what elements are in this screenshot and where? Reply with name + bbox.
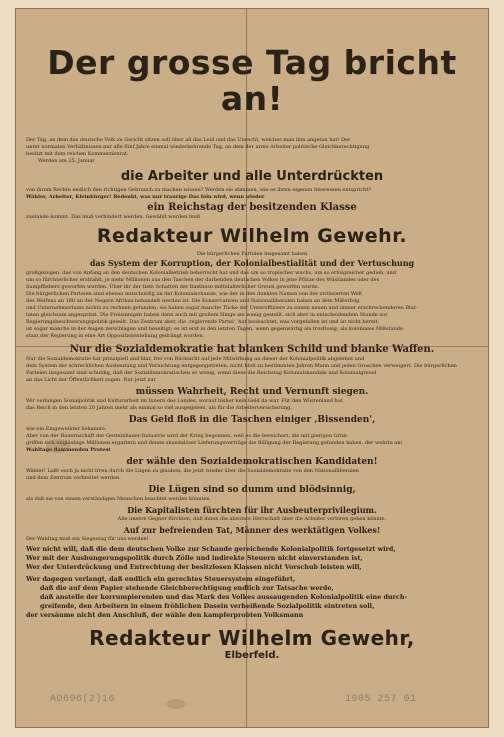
body-line: Parteien insgesamt sind schuldig, daß der Sozialdemokratischen so wenig, wenn diese die Reichstag Kolonialskandale und Kolonialgreuel: [26, 370, 377, 376]
body-line: taten gleichsam angespritzt. Die Freisinnigen haben denn auch mit großem Hinge am wenig gestellt, sich aber in entscheidendem Stunde zur: [26, 312, 388, 318]
archive-number-left: AD696(2)16: [50, 694, 116, 705]
body-line: Sumpffiebers geworfen wurden. Über ihr der tiefe Schatten der Basthose mittelalterlicher Greuel geworfen wurde.: [26, 284, 320, 290]
election-poster: [15, 8, 489, 728]
kapitalisten-sub: Alle unsere Gegner fürchten, daß ihnen die absolute Herrschaft über die Arbeiter verloren gehen könnte.: [117, 516, 387, 522]
body-line: Die bürgerlichen Parteien sind ebenso mitschuldig an der Kolonialschande, wie der in den dunklen Namen von der zivilisierten Welt: [26, 291, 363, 297]
appeal-line: Wer dagegen verlangt, daß endlich ein gerechtes Steuersystem eingeführt,: [26, 575, 296, 583]
body-line: Aber von der Bauernschaft der Gesteinhauer-Industrie wird der Krieg begonnen, weil es die bereichert, die mit gierigen Grün-: [26, 433, 349, 439]
body-line: um so fürchterlicher erstrahlt, je mehr Millionen aus den Taschen der darbenden deutschen Volkes in jene Pfütze des Wüstlandes oder des: [26, 277, 380, 283]
candidate-name: Redakteur Wilhelm Gewehr.: [96, 225, 408, 247]
fold-line-vertical: [246, 9, 247, 727]
archive-number-right: 1905 257 01: [345, 694, 417, 705]
appeal-line: der versäume nicht den Anschluß, der wähle den kampferprobten Volksmann: [26, 611, 304, 619]
body-line: an das Licht der Öffentlichkeit zogen. Nur jetzt zur: [26, 377, 156, 383]
body-line: Wir verlangen Sozialpolitik und Kulturarbeit im Innern des Landes, worauf bisher kein Geld da war. Für den Wüstenland hat: [26, 398, 343, 404]
appeal-line: Wer nicht will, daß die dem deutschen Volke zur Schande gereichende Kolonialpolitik fortgesetzt wird,: [26, 545, 396, 553]
auf-line: Auf zur befreienden Tat, Männer des werktätigen Volkes!: [123, 525, 381, 535]
appeal-line: greifende, den Arbeitern in einem fröhlichen Dasein verheißende Sozialpolitik eintreten soll,: [40, 602, 375, 610]
stain: [46, 439, 70, 453]
appeal-line: daß anstelle der korrumpierenden und das Mark des Volkes aussaugenden Kolonialpolitik eine durch-: [40, 593, 408, 601]
luegen-sub: als daß sie von einem verständigen Menschen beachtet werden könnten.: [26, 496, 212, 502]
body-line: Wähler! Laßt euch ja nicht irren durch die Lügen zu glauben, die jetzt wieder über die Sozialdemokratie von den Nationalliberalen: [26, 468, 359, 474]
appeal-line: daß die auf dem Papier stehende Gleichberechtigung endlich zur Tatsache werde,: [40, 584, 334, 592]
reichstag-sub: zustande kommt. Das muß verhindert werden. Gewählt werden muß: [26, 214, 201, 220]
body-line: und dem Zentrum verbreitet werden.: [26, 475, 121, 481]
system-line: das System der Korruption, der Kolonialbestialität und der Vertuschung: [89, 258, 415, 268]
body-line: wie ein Eingeweihter bekannte.: [26, 426, 107, 432]
section-arbeiter: die Arbeiter und alle Unterdrückten: [120, 169, 384, 184]
body-line: und Unternehmertums nichts zu rechnen gefunden; sie haben sogar manche Tücke der Unteroffiziere zu einem neuen und immer erschreckenderen Blut-: [26, 305, 418, 311]
appeal-line: Wer der Unterdrückung und Entrechtung der besitzlosen Klassen nicht Vorschub leisten will,: [26, 563, 362, 571]
reichstag-line: ein Reichstag der besitzenden Klasse: [147, 202, 357, 213]
kandidaten-line: der wähle den Sozialdemokratischen Kandidaten!: [126, 457, 378, 467]
stain: [166, 699, 186, 709]
wahrheit-line: müssen Wahrheit, Recht und Vernunft siegen.: [135, 387, 369, 397]
city: Elberfeld.: [224, 650, 280, 661]
body-line: das Reich in den letzten 20 Jahren mehr als einmal so viel ausgegeben, als für die Arbeiterversicherung.: [26, 405, 292, 411]
intro-line: unter normalen Verhältnissen nur alle fünf Jahre einmal wiederkehrende Tag, an dem der arme Arbeiter politische Gleichberechtigung: [26, 144, 370, 150]
parteien-intro: Die bürgerlichen Parteien insgesamt haben: [196, 251, 308, 257]
luegen-line: Die Lügen sind so dumm und blödsinnig,: [148, 485, 356, 495]
appeal-line: Wer mit der Ausbungerungspolitik durch Zölle und indirekte Steuern nicht einverstanden ist,: [26, 554, 363, 562]
body-line: des Welfens an 160 an der Negern Afrikas behandelt werden ist. Die Konservativen und Nationalliberalen haben an dem Mißerfolg: [26, 298, 360, 304]
intro-line: Der Tag, an dem das deutsche Volk zu Gericht sitzen soll über all das Leid und das Unrecht, welches man ihm angetan hat! Der: [26, 137, 351, 143]
arbeiter-text: Wähler, Arbeiter, Kleinbürger! Bedenkt, was nur traurige Das fein wird, wenn wieder: [26, 194, 265, 200]
kapitalisten-line: Die Kapitalisten fürchten für ihr Ausbeuterprivilegium.: [127, 505, 377, 515]
body-line: Regierungsbeschwerungspolitik gesellt. Das Zentrum aber, die ‚regierende Partei', hat beobachtet, was vorgefallen ist und ist nicht bereit,: [26, 319, 380, 325]
wahltag-line: Der Wahltag muß ein Siegestag für uns werden!: [26, 536, 149, 542]
arbeiter-text: von ihrem Rechte endlich den richtigen Gebrauch zu machen wissen? Werden sie stimmen, wie es ihren eigenen Interessen entspricht?: [26, 187, 372, 193]
body-line: staat der Regierung in eine Art Oppositionsstellung gedrängt worden.: [26, 333, 205, 339]
body-line: ist sogar manche in der Augen zerschlagen und beseitigt; es ist erst in den letzten Tagen, wenn gegenwärtig als trostlosig, als koloniales Mißstands-: [26, 326, 405, 332]
body-line: großgezogen, das von Anfang an den deutschen Kolonialbetrieb beherrscht hat und das um so tropischer wuchs, um so erfolgreicher gedieh, und: [26, 270, 396, 276]
fold-line-horizontal: [16, 346, 488, 347]
sozialdemokratie-line: Nur die Sozialdemokratie hat blanken Schild und blanke Waffen.: [69, 344, 435, 355]
intro-line: besitzt mit dem reichen Kommerzienrat.: [26, 151, 129, 157]
intro-line: Werden am 25. Januar: [38, 158, 95, 164]
body-line: griffen sich ungläubige Millionen ergattern und denen skandalöser Lieferungsverträge die Billigung der Regierung gefunden haben, der wehrte am: [26, 440, 403, 446]
candidate-footer: Redakteur Wilhelm Gewehr,: [89, 626, 415, 650]
geld-line: Das Geld floß in die Taschen einiger ‚Bissenden',: [128, 415, 376, 425]
body-line: Nur die Sozialdemokratie hat prinzipiell und klar, frei von Rücksicht auf jede Mitwirkung an dieser der Kolonialpolitik abgelehnt und: [26, 356, 365, 362]
poster-headline: Der grosse Tag bricht an!: [47, 43, 457, 118]
body-line: Wahltage flammenden Protest: [26, 447, 111, 453]
body-line: dem System der schrecklichen Ausbeutung und Vernichtung entgegengetreten; nicht bloß zu bestimmten Jahren Mann und jeden Groschen verweigert. Die bürgerlichen: [26, 363, 457, 369]
